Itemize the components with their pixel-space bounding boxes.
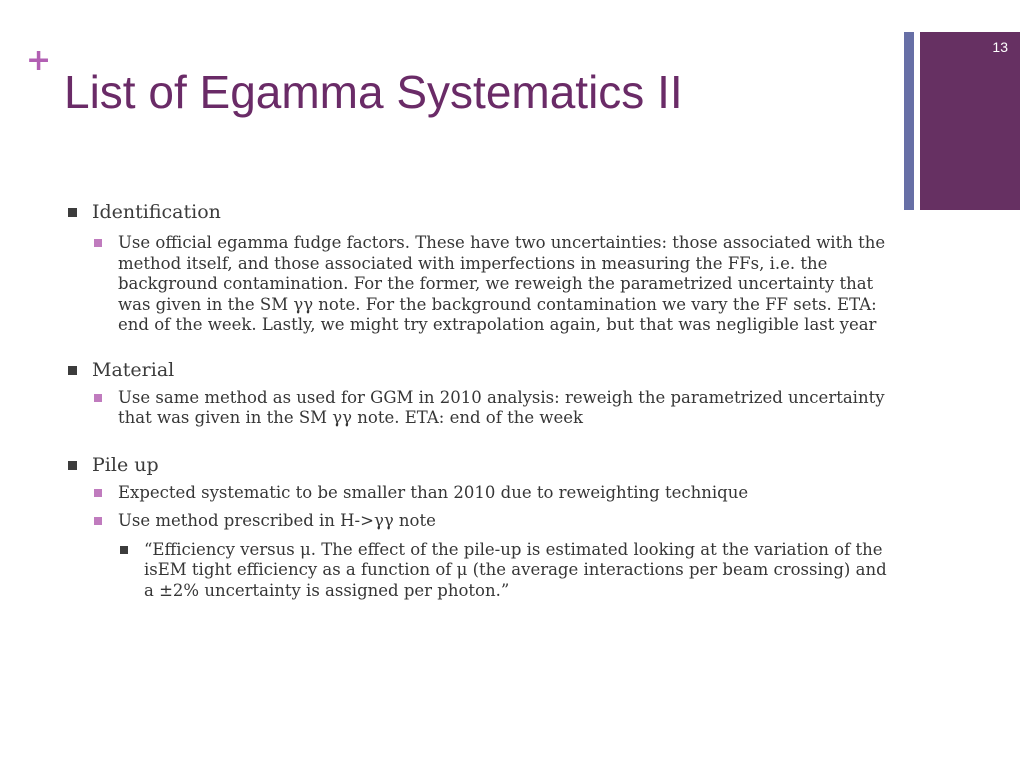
sub-bullet-text: Use same method as used for GGM in 2010 analysis: reweigh the parametrized uncertainty that was given in the SM γγ note. ETA: end of the week xyxy=(118,387,885,427)
sub-bullet-text: Use method prescribed in H->γγ note xyxy=(118,511,436,530)
sub-bullet-method-prescribed xyxy=(92,511,894,532)
sub-bullet-text: Use official egamma fudge factors. These have two uncertainties: those associated with the method itself, and those associated with imperfections in measuring the FFs, i.e. the background contamination. For the former, we reweigh the parametrized uncertainty that was given in the SM γγ note. For the background contamination we vary the FF sets. ETA: end of the week. Lastly, we might try extrapolation again, but that was negligible last year xyxy=(118,233,886,334)
sub-bullet-text: Expected systematic to be smaller than 2010 due to reweighting technique xyxy=(118,482,749,502)
square-bullet-icon xyxy=(68,366,77,375)
bullet-pile-up xyxy=(64,453,894,477)
sub-sub-bullet-text: “Efficiency versus μ. The effect of the pile-up is estimated looking at the variation of the isEM tight efficiency as a function of μ (the average interactions per beam crossing) and a ±2% uncertainty is assigned per photon.” xyxy=(144,539,887,600)
bullet-heading: Material xyxy=(92,358,175,381)
square-bullet-icon xyxy=(68,461,77,470)
sub-bullet-material-method xyxy=(92,388,894,429)
slide-content xyxy=(64,200,894,601)
square-bullet-icon xyxy=(94,517,102,525)
bullet-heading: Pile up xyxy=(92,453,159,476)
bullet-identification xyxy=(64,200,894,224)
accent-bar-purple xyxy=(920,32,1020,210)
sub-bullet-expected-systematic xyxy=(92,483,894,504)
accent-bar-blue xyxy=(904,32,914,210)
sub-bullet-fudge-factors xyxy=(92,233,894,336)
slide-number: 13 xyxy=(992,39,1008,55)
square-bullet-icon xyxy=(68,208,77,217)
slide-title: List of Egamma Systematics II xyxy=(64,66,683,118)
bullet-heading: Identification xyxy=(92,201,221,223)
square-bullet-icon xyxy=(94,239,102,247)
square-bullet-icon xyxy=(94,394,102,402)
sub-sub-bullet-efficiency-quote xyxy=(118,540,894,602)
bullet-material xyxy=(64,358,894,382)
plus-mark-icon: + xyxy=(26,43,52,78)
square-bullet-icon xyxy=(120,546,128,554)
square-bullet-icon xyxy=(94,489,102,497)
